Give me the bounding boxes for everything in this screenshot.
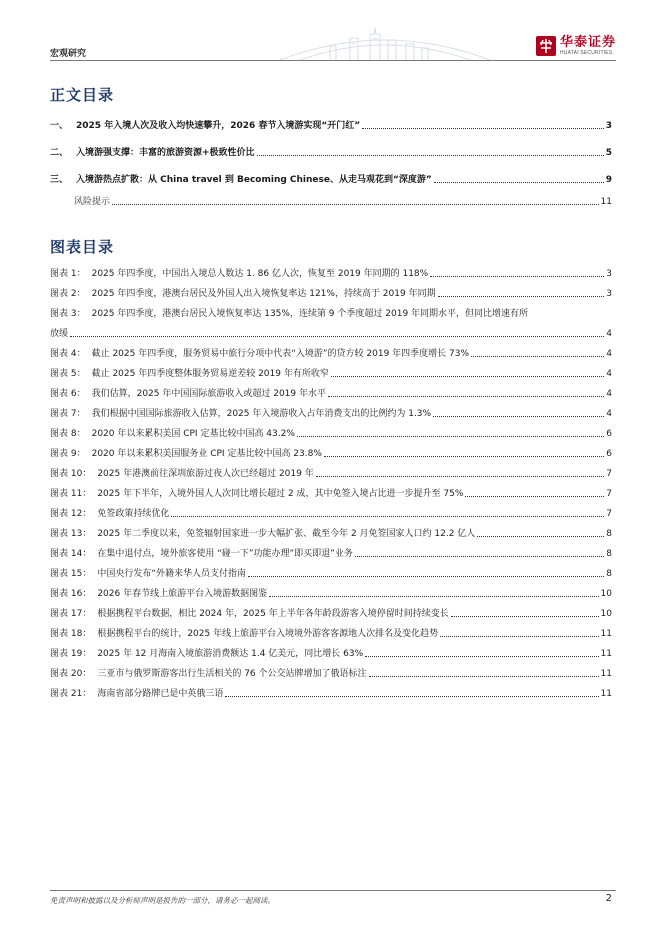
figure-item[interactable]: 图表 7： 我们根据中国国际旅游收入估算，2025 年入境游收入占年消费支出的比例约为 1.3% 4 [50,409,612,419]
city-skyline-decoration [270,28,500,62]
figure-item[interactable]: 图表 2： 2025 年四季度，港澳台居民及外国人出入境恢复率达 121%，持续高于 2019 年同期 3 [50,289,612,299]
contents-title: 正文目录 [50,86,115,104]
toc-item[interactable]: 三、 入境游热点扩散：从 China travel 到 Becoming Chinese、从走马观花到“深度游” 9 [50,175,612,185]
huatai-securities-logo [536,36,616,56]
figure-item[interactable]: 图表 8： 2020 年以来累积美国 CPI 定基比较中国高 43.2% 6 [50,429,612,439]
figure-item[interactable]: 图表 15： 中国央行发布“外籍来华人员支付指南 8 [50,569,612,579]
figure-item[interactable]: 图表 9： 2020 年以来累积美国服务业 CPI 定基比较中国高 23.8% 6 [50,449,612,459]
toc-item[interactable]: 一、 2025 年入境人次及收入均快速攀升，2026 春节入境游实现“开门红” 3 [50,121,612,131]
figure-item-continuation[interactable]: 放缓 4 [50,329,612,339]
logo-english-name: HUATAI SECURITIES [559,50,613,56]
figure-item[interactable]: 图表 1： 2025 年四季度，中国出入境总人数达 1. 86 亿人次，恢复至 2019 年同期的 118% 3 [50,269,612,279]
figure-item[interactable]: 图表 20： 三亚市与俄罗斯游客出行生活相关的 76 个公交站牌增加了俄语标注 11 [50,669,612,679]
figure-item[interactable]: 图表 14： 在集中退付点，境外旅客使用 “碰一下”功能办理”即买即退”业务 8 [50,549,612,559]
disclaimer-note: 免责声明和披露以及分析师声明是报告的一部分，请务必一起阅读。 [50,896,275,905]
figure-item[interactable]: 图表 3： 2025 年四季度，港澳台居民入境恢复率达 135%，连续第 9 个季度超过 2019 年同期水平，但同比增速有所 [50,309,529,319]
figure-item[interactable]: 图表 12： 免签政策持续优化 7 [50,509,612,519]
figure-item[interactable]: 图表 4： 截止 2025 年四季度，服务贸易中旅行分项中代表“入境游”的贷方较 2019 年四季度增长 73% 4 [50,349,612,359]
figure-item[interactable]: 图表 19： 2025 年 12 月海南入境旅游消费额达 1.4 亿美元，同比增长 63% 11 [50,649,612,659]
header-divider [50,60,616,61]
figure-item[interactable]: 图表 18： 根据携程平台的统计，2025 年线上旅游平台入境境外游客客源地人次排名及变化趋势 11 [50,629,612,639]
logo-chinese-name: 华泰证券 [559,35,616,50]
figure-item[interactable]: 图表 13： 2025 年二季度以来，免签辐射国家进一步大幅扩张、截至今年 2 月免签国家人口约 12.2 亿人 8 [50,529,612,539]
figure-item[interactable]: 图表 21： 海南省部分路牌已是中英俄三语 11 [50,689,612,699]
toc-item[interactable]: 风险提示 11 [74,197,612,207]
report-category-label: 宏观研究 [50,49,87,59]
figure-item[interactable]: 图表 17： 根据携程平台数据，相比 2024 年，2025 年上半年各年龄段游客入境停留时间持续变长 10 [50,609,612,619]
page-number: 2 [605,893,612,904]
figure-item[interactable]: 图表 16： 2026 年春节线上旅游平台入境游数据图鉴 10 [50,589,612,599]
toc-item[interactable]: 二、 入境游强支撑：丰富的旅游资源+极致性价比 5 [50,148,612,158]
figure-item[interactable]: 图表 5： 截止 2025 年四季度整体服务贸易逆差较 2019 年有所收窄 4 [50,369,612,379]
figure-item[interactable]: 图表 10： 2025 年港澳前往深圳旅游过夜人次已经超过 2019 年 7 [50,469,612,479]
figure-item[interactable]: 图表 6： 我们估算，2025 年中国国际旅游收入或超过 2019 年水平 4 [50,389,612,399]
figures-title: 图表目录 [50,238,115,256]
footer-divider [50,890,616,891]
huatai-logo-icon [536,36,556,56]
figure-item[interactable]: 图表 11： 2025 年下半年，入境外国人人次同比增长超过 2 成，其中免签入境占比进一步提升至 75% 7 [50,489,612,499]
